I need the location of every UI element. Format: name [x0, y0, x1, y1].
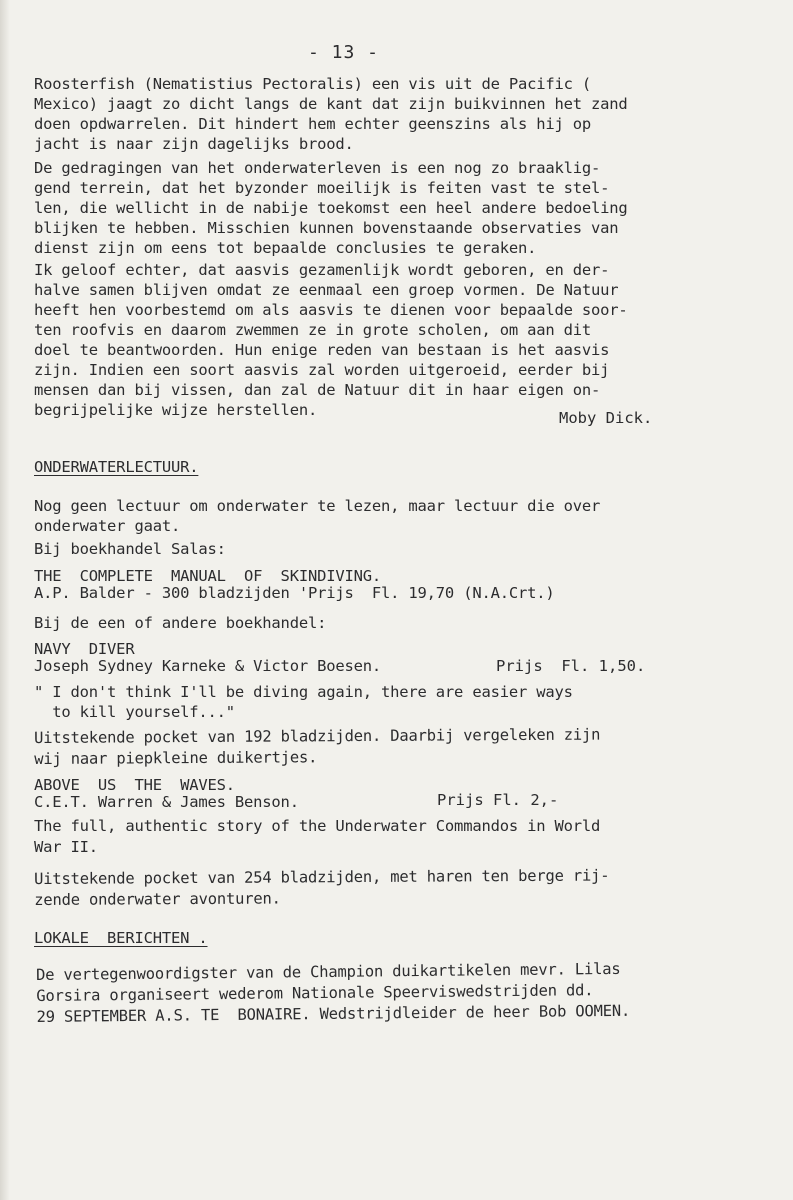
book-authors-navy-diver: Joseph Sydney Karneke & Victor Boesen. [34, 657, 382, 675]
book-title-skindiving-manual: THE COMPLETE MANUAL OF SKINDIVING. [34, 567, 382, 585]
paragraph-underwater-behaviour: De gedragingen van het onderwaterleven is een nog zo braaklig- gend terrein, dat het byzonder moeilijk is feiten vast te stel- len, die wellicht in de nabije toekomst een heel andere bedoeling blijken te hebben. Misschien kunnen bovenstaande observaties van dienst zijn om eens tot bepaalde conclusies te geraken. [34, 159, 628, 257]
book-quote-navy-diver: " I don't think I'll be diving again, there are easier ways to kill yourself..." [34, 683, 573, 721]
book-price-above-us-the-waves: Prijs Fl. 2,- [437, 791, 559, 809]
bookshop-salas: Bij boekhandel Salas: [34, 540, 226, 558]
book-title-above-us-the-waves: ABOVE US THE WAVES. [34, 776, 235, 794]
book-price-navy-diver: Prijs Fl. 1,50. [496, 657, 646, 675]
page-edge-shadow [0, 0, 10, 1200]
lokale-berichten-text: De vertegenwoordigster van de Champion duikartikelen mevr. Lilas Gorsira organiseert wederom Nationale Speerviswedstrijden dd. 29 SEPTEMBER A.S. TE BONAIRE. Wedstrijdleider de heer Bob OOMEN. [36, 959, 631, 1026]
book-authors-above-us-the-waves: C.E.T. Warren & James Benson. [34, 793, 299, 811]
section-heading-onderwaterlectuur: ONDERWATERLECTUUR. [34, 458, 199, 476]
paragraph-baitfish: Ik geloof echter, dat aasvis gezamenlijk wordt geboren, en der- halve samen blijven omdat ze eenmaal een groep vormen. De Natuur heeft hen voorbestemd om als aasvis te dienen voor bepaalde soor- ten roofvis en daarom zwemmen ze in grote scholen, om aan dit doel te beantwoorden. Hun enige reden van bestaan is het aasvis zijn. Indien een soort aasvis zal worden uitgeroeid, eerder bij mensen dan bij vissen, dan zal de Natuur dit in haar eigen on- begrijpelijke wijze herstellen. [34, 261, 628, 419]
page-number: - 13 - [308, 42, 380, 63]
book-desc-above-us-the-waves: Uitstekende pocket van 254 bladzijden, met haren ten berge rij- zende onderwater avonturen. [34, 866, 610, 909]
book-info-skindiving-manual: A.P. Balder - 300 bladzijden 'Prijs Fl. 19,70 (N.A.Crt.) [34, 584, 555, 602]
book-desc-navy-diver: Uitstekende pocket van 192 bladzijden. Daarbij vergeleken zijn wij naar piepkleine duikertjes. [34, 725, 601, 768]
book-title-navy-diver: NAVY DIVER [34, 640, 135, 658]
bookshop-other: Bij de een of andere boekhandel: [34, 614, 327, 632]
signature: Moby Dick. [559, 409, 653, 427]
paragraph-roosterfish: Roosterfish (Nematistius Pectoralis) een vis uit de Pacific ( Mexico) jaagt zo dicht langs de kant dat zijn buikvinnen het zand doen opdwarrelen. Dit hindert hem echter geenszins als hij op jacht is naar zijn dagelijks brood. [34, 75, 628, 153]
lectuur-intro: Nog geen lectuur om onderwater te lezen, maar lectuur die over onderwater gaat. [34, 497, 601, 535]
book-story-above-us-the-waves: The full, authentic story of the Underwater Commandos in World War II. [34, 817, 601, 856]
section-heading-lokale-berichten: LOKALE BERICHTEN . [34, 929, 208, 947]
